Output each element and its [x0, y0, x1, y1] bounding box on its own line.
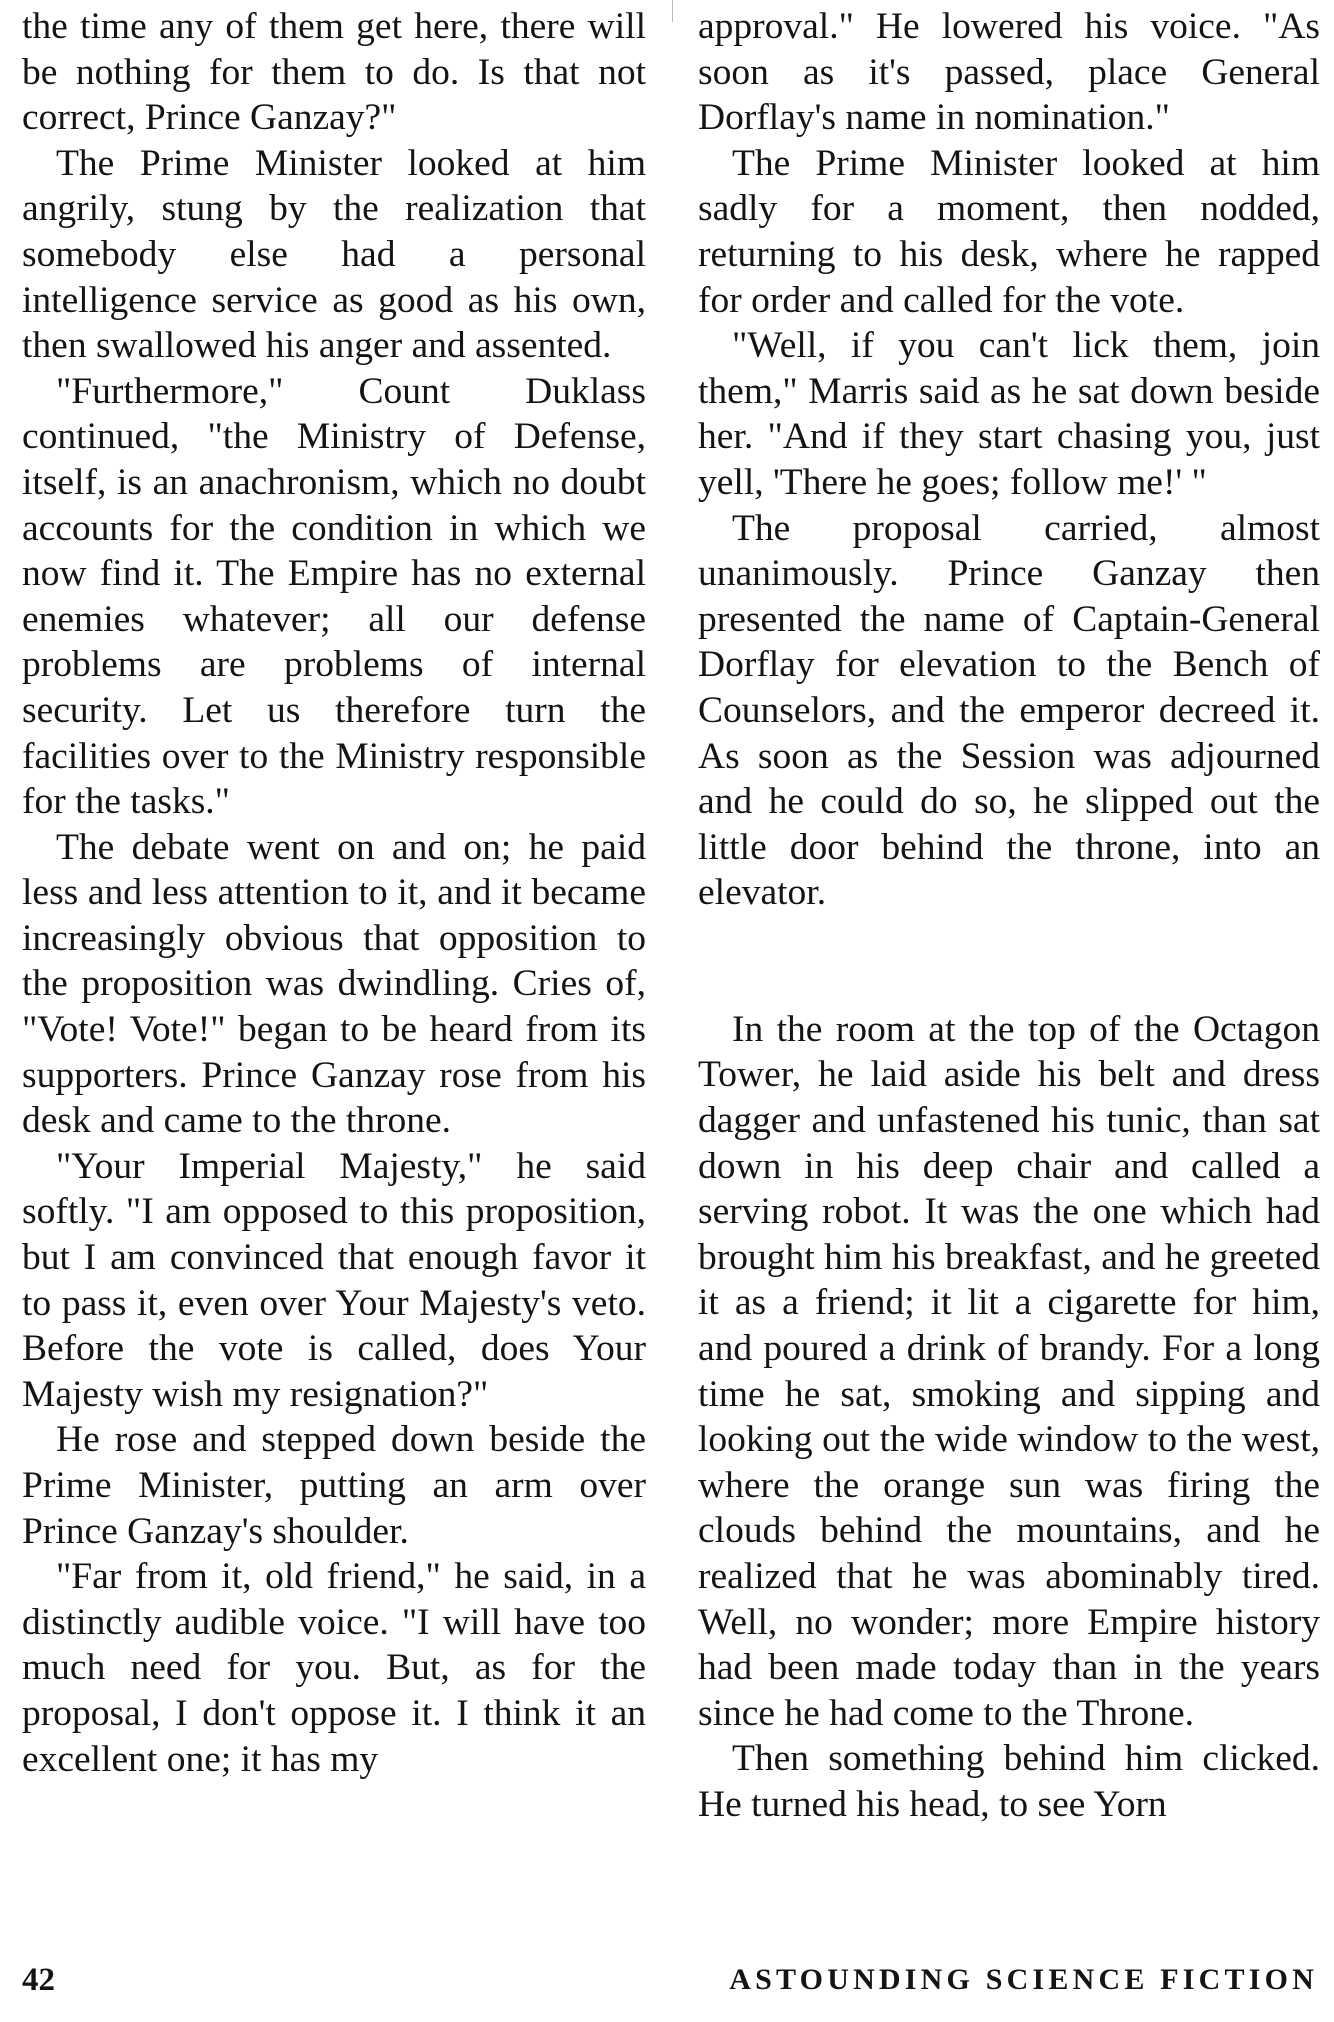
paragraph: In the room at the top of the Octagon Tower, he laid aside his belt and dress dagger and unfastened his tunic, than sat down in his deep chair and called a serving robot. It was the one which had brought him his breakfast, and he greeted it as a friend; it lit a cigarette for him, and poured a drink of brandy. For a long time he sat, smoking and sipping and looking out the wide window to the west, where the orange sun was firing the clouds behind the mountains, and he realized that he was abominably tired. Well, no wonder; more Empire history had been made today than in the years since he had come to the Throne. [698, 1008, 1320, 1734]
paragraph: "Far from it, old friend," he said, in a distinctly audible voice. "I will have too much need for you. But, as for the proposal, I don't oppose it. I think it an excellent one; it has my [22, 1556, 646, 1780]
section-break [698, 916, 1320, 1007]
paragraph: The debate went on and on; he paid less and less attention to it, and it became increasingly obvious that opposition to the proposition was dwindling. Cries of, "Vote! Vote!" began to be heard from its supporters. Prince Ganzay rose from his desk and came to the throne. [22, 826, 646, 1142]
paragraph: The Prime Minister looked at him angrily, stung by the realization that somebody else had a personal intelligence service as good as his own, then swallowed his anger and assented. [22, 142, 646, 367]
paragraph: "Furthermore," Count Duklass continued, "the Ministry of Defense, itself, is an anachronism, which no doubt accounts for the condition in which we now find it. The Empire has no external enemies whatever; all our defense problems are problems of internal security. Let us therefore turn the facilities over to the Ministry responsible for the tasks." [22, 370, 646, 823]
column-divider [672, 0, 673, 22]
left-column [22, 4, 646, 1782]
paragraph: The proposal carried, almost unanimously. Prince Ganzay then presented the name of Captain-General Dorflay for elevation to the Bench of Counselors, and the emperor decreed it. As soon as the Session was adjourned and he could do so, he slipped out the little door behind the throne, into an elevator. [698, 507, 1320, 914]
paragraph: "Your Imperial Majesty," he said softly. "I am opposed to this proposition, but I am convinced that enough favor it to pass it, even over Your Majesty's veto. Before the vote is called, does Your Majesty wish my resignation?" [22, 1145, 646, 1415]
page-number: 42 [22, 1962, 55, 1998]
paragraph: The Prime Minister looked at him sadly for a moment, then nodded, returning to his desk, where he rapped for order and called for the vote. [698, 142, 1320, 321]
paragraph: approval." He lowered his voice. "As soon as it's passed, place General Dorflay's name in nomination." [698, 6, 1320, 139]
paragraph: He rose and stepped down beside the Prime Minister, putting an arm over Prince Ganzay's shoulder. [22, 1419, 646, 1552]
running-head: ASTOUNDING SCIENCE FICTION [729, 1963, 1318, 1996]
paragraph: "Well, if you can't lick them, join them," Marris said as he sat down beside her. "And if they start chasing you, just yell, 'There he goes; follow me!' " [698, 325, 1320, 503]
right-column [698, 4, 1320, 1828]
paragraph: Then something behind him clicked. He turned his head, to see Yorn [698, 1738, 1320, 1825]
paragraph: the time any of them get here, there will be nothing for them to do. Is that not correct, Prince Ganzay?" [22, 6, 646, 139]
